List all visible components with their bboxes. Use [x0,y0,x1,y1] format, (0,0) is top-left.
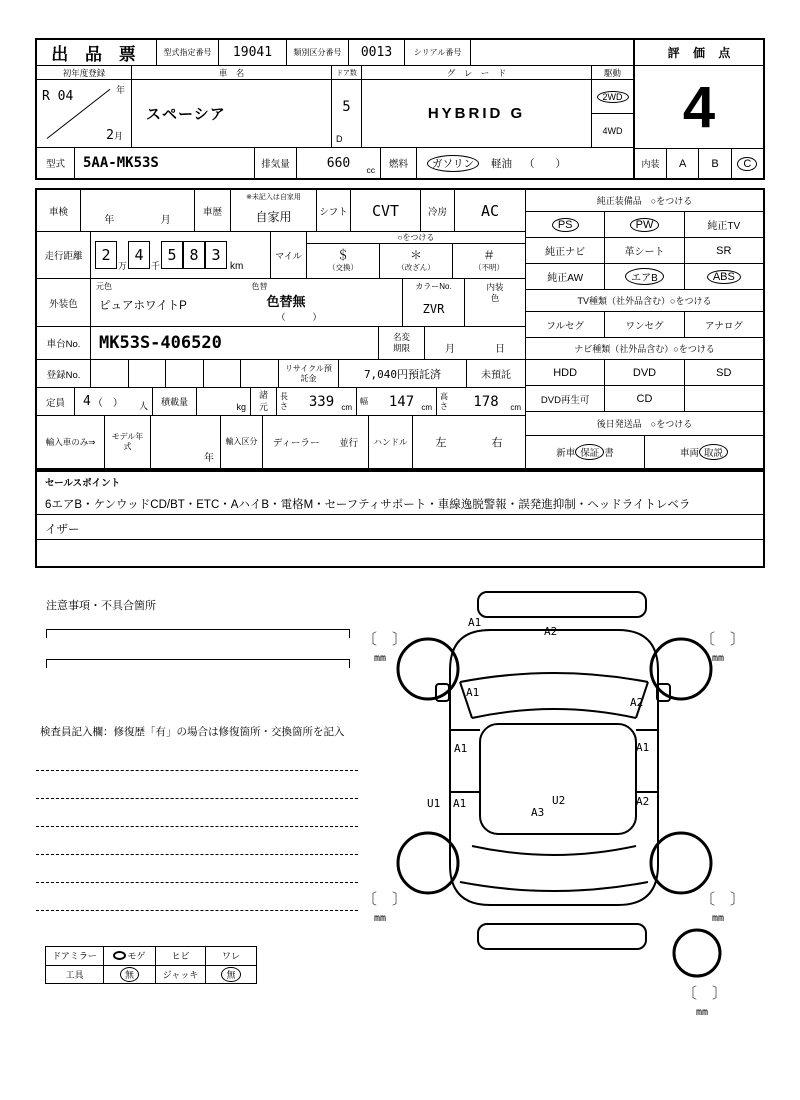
color-change-label: 色替 [251,282,268,291]
tools-label: 工具 [46,966,104,984]
damage-label: A3 [531,806,545,819]
recycle-deposit-cell [279,360,339,387]
history-value: 自家用 [255,210,292,224]
door-mirror-label: ドアミラー [46,947,104,965]
length-cell [277,388,357,415]
recycle-deposit-value: 7,040円預託済 [339,360,467,387]
doors-unit: D [336,134,343,144]
equip-airbag [605,264,684,289]
mark-tampered [380,244,453,278]
damage-label: A1 [454,742,468,755]
equip-airbag-value: エアB [625,268,664,285]
manual-pre: 車両 [679,448,699,459]
score-value: 4 [682,74,716,140]
capacity-paren: （ ） [92,398,123,409]
equip-leather: 革シート [605,238,684,263]
equip-ps [526,212,605,237]
door-mirror-row [46,947,256,966]
drive-4wd-option: 4WD [602,125,623,136]
reg-month [106,127,123,143]
mileage-digit-1: 2 [95,241,117,269]
drive-2wd-value: 2WD [597,91,629,103]
ac-label: 冷房 [421,190,455,231]
shift-value: CVT [351,190,421,231]
equip-abs-value: ABS [707,270,741,284]
mileage-unit-man: 万 [118,261,128,271]
reg-era-value: R 04 [42,89,74,104]
navi-hdd: HDD [526,360,605,385]
import-row [37,416,525,468]
fuel-diesel-option: 軽油 [491,157,512,170]
mark-exchange-symbol: ＄ [336,247,349,262]
score-box [633,38,765,180]
rename-deadline-cell [379,327,425,359]
car-damage-diagram [356,584,770,1030]
history-label: 車歴 [195,190,231,231]
mark-tampered-note: （改ざん） [397,263,435,273]
rename-month-day [425,327,525,359]
mileage-digit-2: 4 [128,241,150,269]
reg-month-unit: 月 [113,131,123,141]
measure-bracket: 〔 〕 [682,984,728,1002]
warranty-book [526,436,645,468]
vehicle-row [37,66,633,148]
circle-note: ○をつける [307,232,525,244]
capacity-label: 定員 [37,388,75,415]
drive-label: 駆動 [592,66,633,80]
measure-bracket: 〔 〕 [700,890,746,908]
roof-shape [480,724,636,834]
cd-option: CD [605,386,684,411]
front-bumper-shape [478,592,646,617]
mirror-moge-option [104,947,156,965]
parallel-option: 並行 [339,438,359,449]
mileage-row [37,232,525,279]
registration-number-row [37,360,525,388]
equipment-header: 純正装備品 ○をつける [526,190,763,212]
plate-box [204,360,242,387]
length-unit: cm [341,403,352,412]
model-year-label: モデル年式 [111,432,144,451]
mirror-hibi-option: ヒビ [156,947,206,965]
mm-unit: mm [696,1007,709,1018]
color-row [37,279,525,327]
notes-writing-line [46,659,350,668]
base-color-value: ピュアホワイトP [99,300,187,312]
class-number-value: 0013 [349,40,405,65]
mark-tampered-symbol: ＊ [409,247,422,262]
car-name-label: 車 名 [132,66,331,80]
displacement-cell [297,148,381,178]
fuel-cell [417,148,633,178]
serial-number-label: シリアル番号 [405,40,471,65]
mm-unit: mm [374,913,387,924]
score-label: 評 価 点 [635,40,763,66]
grade-value: HYBRID G [427,105,526,122]
mileage-marks [307,232,525,278]
recycle-deposit-label: リサイクル預託金 [285,363,332,383]
mileage-unit-sen: 千 [151,261,161,271]
measure-bracket: 〔 〕 [700,630,746,648]
drive-2wd-option [592,80,633,114]
mileage-digit-5: 3 [205,241,227,269]
inspector-note: 検査員記入欄：修復歴「有」の場合は修復箇所・交換箇所を記入 [40,726,345,738]
equipment-row-1 [526,212,763,238]
rename-month-unit: 月 [445,344,455,355]
first-registration-cell [37,66,132,147]
chassis-number-label: 車台No. [37,327,91,359]
sales-point-box [35,470,765,568]
navi-type-header: ナビ種類（社外品含む）○をつける [526,338,763,360]
handle-options [413,416,525,468]
documents-row [526,436,763,468]
color-number-value: ZVR [422,302,445,316]
rear-right-wheel [651,833,711,893]
rename-deadline-label: 名変期限 [392,332,410,353]
history-cell [231,190,317,231]
doors-label: ドア数 [332,66,361,80]
shift-label: シフト [317,190,351,231]
front-left-wheel [398,639,458,699]
empty-option [685,386,763,411]
capacity-value: 4 [83,394,91,409]
door-seam-lines [450,730,658,792]
load-label: 積載量 [153,388,197,415]
mirror-tools-table [45,946,257,984]
fuel-label: 燃料 [381,148,417,178]
mile-label: マイル [271,232,307,278]
import-type-cell [221,416,263,468]
load-unit: kg [236,402,246,412]
rear-deck-line [460,882,648,891]
displacement-value: 660 [326,155,351,171]
interior-color-label: 内装色 [486,282,504,303]
tools-none-value: 無 [120,967,139,982]
interior-grade-b: B [699,149,731,178]
jack-none-option [206,966,256,984]
chassis-row [37,327,525,360]
owners-manual [645,436,763,468]
reg-month-value: 2 [106,128,114,143]
mm-unit: mm [374,653,387,664]
doors-value: 5 [342,99,351,115]
car-name-value: スペーシア [146,106,226,123]
mm-unit: mm [712,653,725,664]
spare-tire-shape [674,930,720,976]
shaken-label: 車検 [37,190,81,231]
import-only-label: 輸入車のみ⇒ [37,416,105,468]
handle-left-option: 左 [435,437,447,449]
mm-unit: mm [712,913,725,924]
mark-exchange [307,244,380,278]
dvd-cd-row [526,386,763,412]
color-number-cell [403,279,465,326]
registration-number-boxes [91,360,279,387]
rename-day-unit: 日 [495,344,505,355]
plate-box [91,360,129,387]
load-cell [197,388,251,415]
jack-label: ジャッキ [156,966,206,984]
capacity-cell [75,388,153,415]
handle-right-option: 右 [491,437,503,449]
base-color-label: 元色 [96,282,112,291]
mark-unknown-symbol: ＃ [482,247,495,262]
later-shipment-header: 後日発送品 ○をつける [526,412,763,436]
car-name-cell [132,66,332,147]
inspection-row [37,190,525,232]
approval-number-value: 19041 [219,40,287,65]
mark-exchange-note: （交換） [328,263,358,273]
interior-grade-a: A [667,149,699,178]
manual-mid: 取説 [699,444,728,460]
inspector-writing-line [36,910,358,911]
warranty-mid: 保証 [575,444,604,460]
mileage-label: 走行距離 [37,232,91,278]
plate-box [241,360,278,387]
mark-unknown-note: （不明） [474,263,504,273]
registration-number-label: 登録No. [37,360,91,387]
history-note: ※未記入は自家用 [246,194,301,201]
a-pillars [460,682,648,718]
plate-box [166,360,204,387]
navi-type-row [526,360,763,386]
sales-point-empty-line [37,540,763,566]
equip-aw: 純正AW [526,264,605,289]
sales-point-line2: イザー [37,515,763,540]
inspector-writing-line [36,882,358,883]
equip-pw [605,212,684,237]
interior-grade-c [732,149,763,178]
damage-label: A2 [544,625,558,638]
color-change-half [247,279,403,326]
damage-label: U2 [552,794,566,807]
damage-label: A1 [636,741,650,754]
front-right-wheel [651,639,711,699]
navi-sd: SD [716,366,732,379]
notes-title: 注意事項・不具合箇所 [46,600,156,612]
damage-label: A2 [636,795,650,808]
dvd-playable: DVD再生可 [526,386,605,411]
equip-pw-value: PW [630,218,660,232]
interior-color-cell [465,279,525,326]
mileage-digits [91,232,271,278]
equip-sr: SR [716,244,732,257]
cowl-line [460,673,648,682]
mirror-ware-option: ワレ [221,951,240,962]
mirror-moge-value: モゲ [127,951,146,962]
capacity-row [37,388,525,416]
serial-number-value [471,40,633,65]
dealer-option: ディーラー [272,438,320,449]
plate-box [129,360,167,387]
height-cell [437,388,525,415]
equip-tv: 純正TV [707,221,741,232]
drive-cell [592,66,633,147]
equipment-row-2 [526,238,763,264]
mileage-km-unit: km [230,261,244,272]
main-form [35,188,765,470]
width-cell [357,388,437,415]
tv-fullseg: フルセグ [526,312,605,337]
width-unit: cm [421,403,432,412]
model-row [37,148,633,178]
width-label: 幅 [360,396,368,406]
damage-label: A2 [630,696,644,709]
color-change-paren: （ ） [276,312,322,322]
first-registration-label: 初年度登録 [37,66,131,80]
inspector-writing-line [36,854,358,855]
jack-none-value: 無 [221,967,240,982]
tools-row [46,966,256,984]
tv-oneseg: ワンセグ [605,312,684,337]
model-year-unit: 年 [204,453,214,464]
inspector-writing-line [36,770,358,771]
spec-label: 諸元 [258,390,268,412]
sales-point-label: セールスポイント [45,478,121,489]
color-cell [91,279,403,326]
equip-ps-value: PS [552,218,579,232]
equip-navi: 純正ナビ [526,238,605,263]
tools-none-option [104,966,156,984]
model-value: 5AA-MK53S [75,148,255,178]
color-number-label: カラーNo. [415,282,452,291]
color-change-value: 色替無 [266,294,306,309]
grade-cell [362,66,592,147]
displacement-label: 排気量 [255,148,297,178]
import-type-label: 輸入区分 [225,437,258,446]
shaken-year-unit: 年 [104,215,115,226]
reg-year-unit: 年 [115,85,125,95]
damage-label: U1 [427,797,441,810]
width-value: 147 [388,393,415,410]
model-label: 型式 [37,148,75,178]
interior-label: 内装 [635,149,667,178]
ac-value: AC [480,201,500,220]
tv-type-row [526,312,763,338]
class-number-label: 類別区分番号 [287,40,349,65]
chassis-number-value: MK53S-406520 [91,327,379,359]
mark-unknown [453,244,525,278]
warranty-post: 書 [604,448,614,459]
displacement-unit: cc [366,165,375,175]
mileage-digit-3: 5 [161,241,183,269]
equipment-row-3 [526,264,763,290]
sales-point-line1: 6エアB・ケンウッドCD/BT・ETC・AハイB・電格M・セーフティサポート・車線逸脱警報・誤発進抑制・ヘッドライトレベラ [37,489,763,515]
model-year-value-cell [151,416,221,468]
handle-label: ハンドル [369,416,413,468]
recycle-not-deposited: 未預託 [481,370,511,381]
damage-label: A1 [466,686,480,699]
capacity-unit: 人 [138,401,148,411]
shaken-month-unit: 月 [160,215,171,226]
exterior-color-label: 外装色 [37,279,91,326]
measure-bracket: 〔 〕 [362,890,408,908]
height-unit: cm [510,403,521,412]
measure-bracket: 〔 〕 [362,630,408,648]
interior-grade-row [635,148,763,178]
sheet-title: 出 品 票 [37,40,157,65]
shaken-year-month [81,190,195,231]
car-body-shape [450,630,658,905]
inspector-writing-line [36,826,358,827]
model-year-cell [105,416,151,468]
first-registration-body [37,80,131,147]
circle-mark-icon [113,951,126,960]
main-left-column [37,190,526,468]
equip-abs [685,264,763,289]
damage-label: A1 [468,616,482,629]
height-value: 178 [473,393,499,410]
height-label: 高さ [440,391,448,411]
interior-grade-c-value: C [737,157,757,171]
fuel-paren: （ ） [524,157,566,170]
length-value: 339 [308,393,335,410]
base-color-half [91,279,247,326]
mileage-digit-4: 8 [183,241,205,269]
spec-cell [251,388,277,415]
notes-writing-line [46,629,350,638]
top-form [35,38,635,180]
tv-analog: アナログ [704,320,743,332]
tv-type-header: TV種類（社外品含む）○をつける [526,290,763,312]
rear-window-line [472,846,636,855]
grade-label: グ レ ー ド [362,66,591,80]
navi-dvd: DVD [605,360,684,385]
damage-label: A1 [453,797,467,810]
import-type-options [263,416,369,468]
rear-bumper-shape [478,924,646,949]
approval-number-label: 型式指定番号 [157,40,219,65]
inspector-writing-line [36,798,358,799]
equipment-column [526,190,763,468]
windshield-top-line [472,709,636,718]
doors-cell [332,66,362,147]
header-row [37,40,633,66]
length-label: 長さ [280,391,288,411]
fuel-gasoline-option: ガソリン [427,155,479,172]
warranty-pre: 新車 [556,448,576,459]
